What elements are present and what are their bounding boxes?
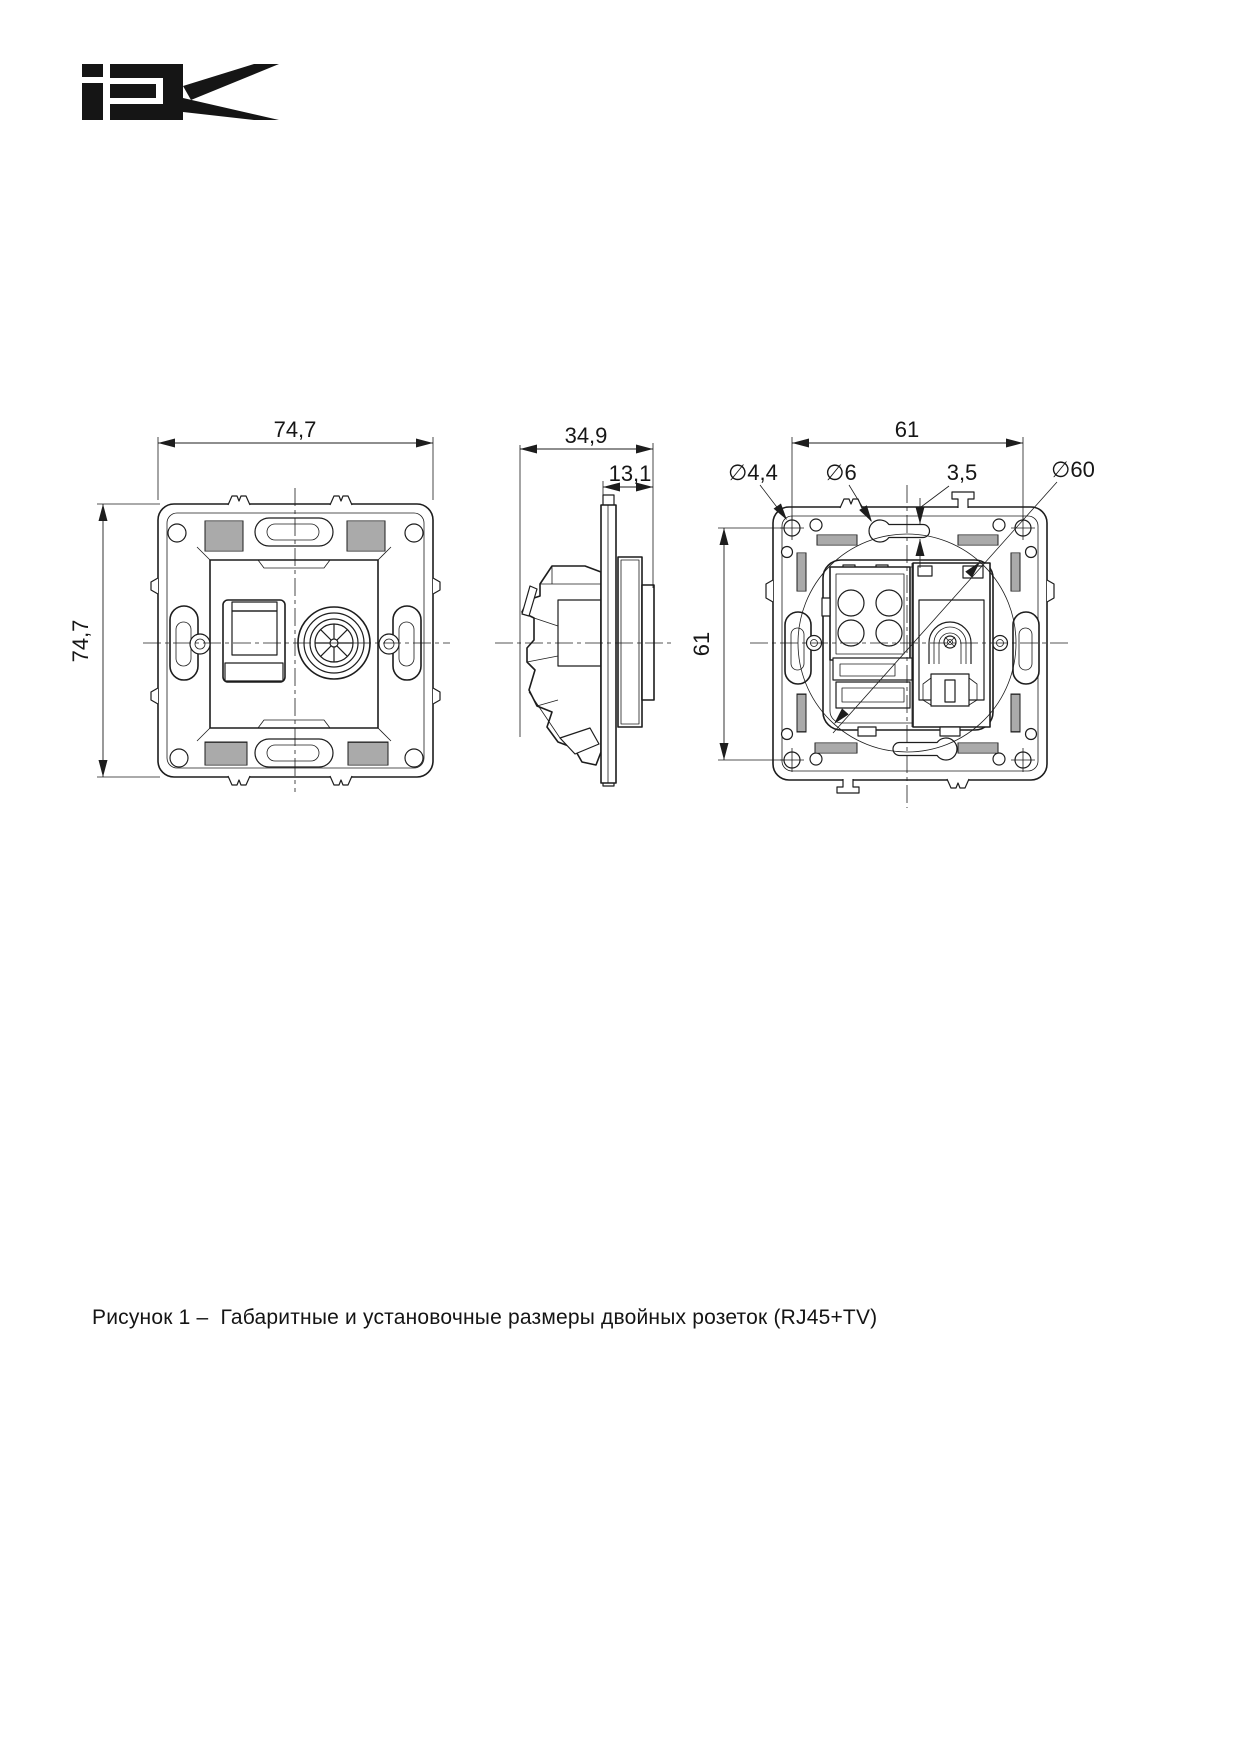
side-cover-depth-label: 13,1 (608, 461, 652, 486)
side-view (495, 495, 672, 786)
front-height-label: 74,7 (68, 619, 93, 663)
front-width-label: 74,7 (273, 417, 317, 442)
front-view (143, 488, 450, 792)
rear-width-label: 61 (894, 417, 920, 442)
dim-front-height (68, 504, 160, 777)
slot-width-label: 3,5 (946, 460, 978, 485)
rj45-jack-front (223, 600, 285, 682)
mount-circle-dia-label: ∅60 (1051, 457, 1095, 482)
keyhole-dia-label: ∅6 (825, 460, 857, 485)
dim-front-width (158, 417, 433, 500)
dim-side-cover-depth (603, 461, 653, 492)
side-depth-label: 34,9 (564, 423, 608, 448)
iek-logo (82, 64, 279, 120)
dim-rear-height (689, 528, 784, 760)
screw-hole-dia-label: ∅4,4 (728, 460, 778, 485)
rear-height-label: 61 (689, 631, 714, 657)
callout-screw-hole (728, 460, 791, 523)
figure-caption: Рисунок 1 – Габаритные и установочные размеры двойных розеток (RJ45+TV) (92, 1306, 878, 1329)
tv-mechanism-rear (913, 563, 990, 736)
